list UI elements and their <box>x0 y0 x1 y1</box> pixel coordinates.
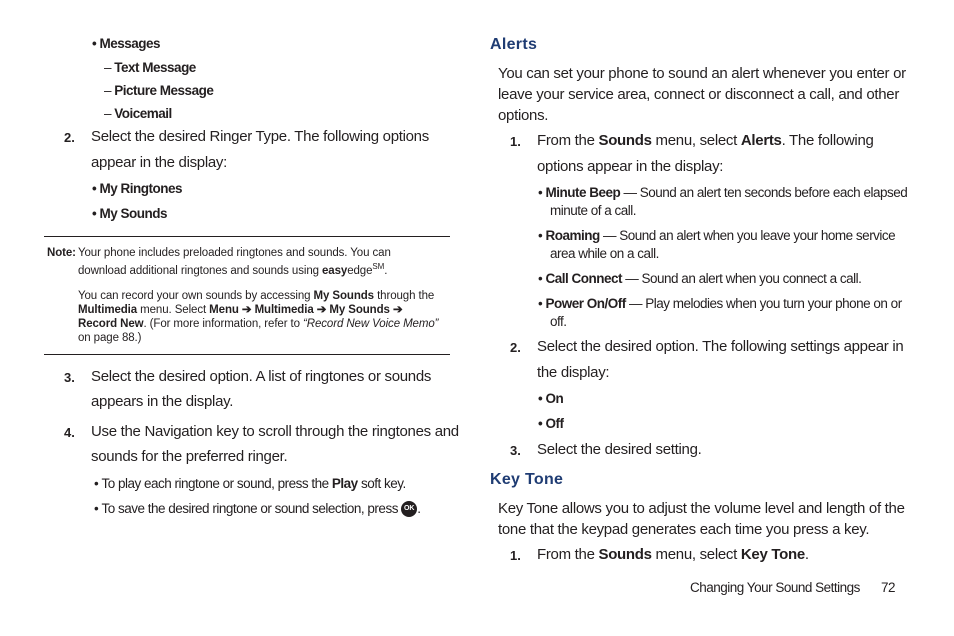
step-2-line2: appear in the display: <box>91 154 227 171</box>
setting-on: • On <box>538 391 564 406</box>
my-sounds-label: My Sounds <box>99 206 168 221</box>
keytone-para-line2: tone that the keypad generates each time you press a key. <box>498 521 870 538</box>
note-p2-line1: You can record your own sounds by accessing My Sounds through the <box>78 290 435 302</box>
note-line1: Your phone includes preloaded ringtones and sounds. You can <box>78 247 391 259</box>
step-2-line1: Select the desired Ringer Type. The following options <box>91 128 429 145</box>
bullet-play: • To play each ringtone or sound, press the Play soft key. <box>94 476 406 491</box>
step-4-number: 4. <box>64 425 75 440</box>
alerts-para-line2: leave your service area, connect or disconnect a call, and other <box>498 86 900 103</box>
note-p2-line3: Record New. (For more information, refer to “Record New Voice Memo” <box>78 318 439 330</box>
keytone-heading: Key Tone <box>490 471 564 488</box>
note-top-rule <box>44 236 450 237</box>
bullet-save: • To save the desired ringtone or sound selection, press OK . <box>94 501 421 516</box>
step-3-number: 3. <box>64 370 75 385</box>
ok-key-icon: OK <box>401 501 417 517</box>
step-4-line1: Use the Navigation key to scroll through the ringtones and <box>91 423 459 440</box>
keytone-para-line1: Key Tone allows you to adjust the volume level and length of the <box>498 500 905 517</box>
subitem-voicemail: – Voicemail <box>104 106 172 121</box>
note-p2-line4: on page 88.) <box>78 332 142 344</box>
step-4-line2: sounds for the preferred ringer. <box>91 448 288 465</box>
page-number: 72 <box>881 580 896 595</box>
voicemail-label: Voicemail <box>114 106 172 121</box>
option-power-onoff: • Power On/Off — Play melodies when you turn your phone on or <box>538 296 902 311</box>
alerts-step-2-line2: the display: <box>537 364 610 381</box>
alerts-heading: Alerts <box>490 36 538 53</box>
alerts-step-3-number: 3. <box>510 443 521 458</box>
messages-label: Messages <box>99 36 161 51</box>
option-roaming-line2: area while on a call. <box>550 246 659 261</box>
alerts-step-1-number: 1. <box>510 134 521 149</box>
picture-message-label: Picture Message <box>114 83 214 98</box>
bullet-dot: • <box>92 36 97 51</box>
my-ringtones-label: My Ringtones <box>99 181 183 196</box>
keytone-step-1-number: 1. <box>510 548 521 563</box>
note-bottom-rule <box>44 354 450 355</box>
note-label: Note: <box>47 247 76 259</box>
option-roaming: • Roaming — Sound an alert when you leave your home service <box>538 228 896 243</box>
step-2-number: 2. <box>64 130 75 145</box>
alerts-step-2-line1: Select the desired option. The following settings appear in <box>537 338 904 355</box>
alerts-step-2-number: 2. <box>510 340 521 355</box>
arrow-icon: ➔ <box>316 304 327 316</box>
bullet-my-sounds: • My Sounds <box>92 206 168 221</box>
bullet-my-ringtones: • My Ringtones <box>92 181 183 196</box>
arrow-icon: ➔ <box>241 304 252 316</box>
arrow-icon: ➔ <box>392 304 403 316</box>
bullet-messages <box>92 36 160 51</box>
alerts-para-line1: You can set your phone to sound an alert whenever you enter or <box>498 65 906 82</box>
alerts-step-3-line1: Select the desired setting. <box>537 441 702 458</box>
option-call-connect: • Call Connect — Sound an alert when you connect a call. <box>538 271 862 286</box>
step-3-line1: Select the desired option. A list of ringtones or sounds <box>91 368 432 385</box>
alerts-para-line3: options. <box>498 107 549 124</box>
alerts-step-1-line2: options appear in the display: <box>537 158 724 175</box>
text-message-label: Text Message <box>114 60 196 75</box>
option-minute-beep: • Minute Beep — Sound an alert ten seconds before each elapsed <box>538 185 908 200</box>
subitem-text-message: – Text Message <box>104 60 196 75</box>
note-line2: download additional ringtones and sounds using easyedge℠. <box>78 262 388 277</box>
step-3-line2: appears in the display. <box>91 393 234 410</box>
footer-section-title: Changing Your Sound Settings <box>690 580 860 595</box>
setting-off: • Off <box>538 416 564 431</box>
option-power-onoff-line2: off. <box>550 314 567 329</box>
subitem-picture-message: – Picture Message <box>104 83 214 98</box>
keytone-step-1-line1: From the Sounds menu, select Key Tone. <box>537 546 809 563</box>
option-minute-beep-line2: minute of a call. <box>550 203 637 218</box>
alerts-step-1-line1: From the Sounds menu, select Alerts. The following <box>537 132 874 149</box>
note-p2-line2: Multimedia menu. Select Menu ➔ Multimedia ➔ My Sounds ➔ <box>78 304 403 316</box>
